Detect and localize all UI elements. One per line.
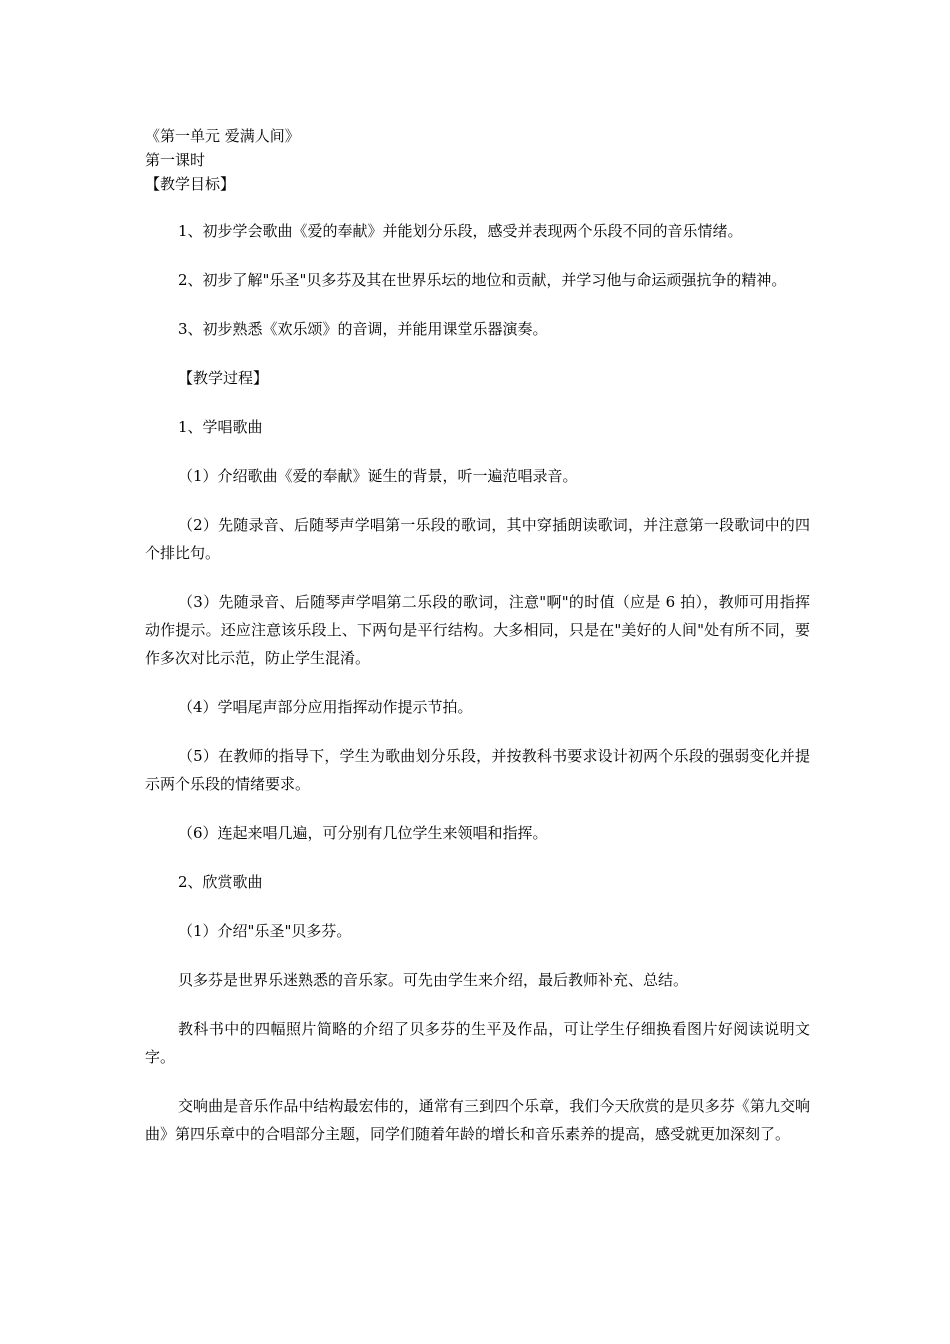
step-paragraph: 交响曲是音乐作品中结构最宏伟的，通常有三到四个乐章，我们今天欣赏的是贝多芬《第九交响曲》第四乐章中的合唱部分主题，同学们随着年龄的增长和音乐素养的提高，感受就更加深刻了。 [145, 1097, 810, 1143]
step-paragraph: （4）学唱尾声部分应用指挥动作提示节拍。 [178, 698, 473, 716]
step-paragraph: （5）在教师的指导下，学生为歌曲划分乐段，并按教科书要求设计初两个乐段的强弱变化并提示两个乐段的情绪要求。 [145, 747, 810, 793]
step-paragraph: （1）介绍"乐圣"贝多芬。 [178, 922, 352, 940]
step-paragraph: 教科书中的四幅照片简略的介绍了贝多芬的生平及作品，可让学生仔细换看图片好阅读说明文字。 [145, 1020, 810, 1066]
step-paragraph: （2）先随录音、后随琴声学唱第一乐段的歌词，其中穿插朗读歌词，并注意第一段歌词中的四个排比句。 [145, 516, 810, 562]
section-title: 2、欣赏歌曲 [178, 873, 263, 891]
step-paragraph: 贝多芬是世界乐迷熟悉的音乐家。可先由学生来介绍，最后教师补充、总结。 [178, 971, 689, 989]
unit-title: 《第一单元 爱满人间》 [145, 127, 300, 145]
process-heading: 【教学过程】 [178, 369, 269, 387]
objective-item: 3、初步熟悉《欢乐颂》的音调，并能用课堂乐器演奏。 [178, 320, 548, 338]
objective-item: 2、初步了解"乐圣"贝多芬及其在世界乐坛的地位和贡献，并学习他与命运顽强抗争的精神。 [178, 271, 787, 289]
step-paragraph: （1）介绍歌曲《爱的奉献》诞生的背景，听一遍范唱录音。 [178, 467, 578, 485]
objective-item: 1、初步学会歌曲《爱的奉献》并能划分乐段，感受并表现两个乐段不同的音乐情绪。 [178, 222, 743, 240]
document-page [145, 124, 810, 1148]
step-paragraph: （6）连起来唱几遍，可分别有几位学生来领唱和指挥。 [178, 824, 548, 842]
section-title: 1、学唱歌曲 [178, 418, 263, 436]
step-paragraph: （3）先随录音、后随琴声学唱第二乐段的歌词，注意"啊"的时值（应是 6 拍），教师可用指挥动作提示。还应注意该乐段上、下两句是平行结构。大多相同，只是在"美好的人间"处有所不同，要作多次对比示范，防止学生混淆。 [145, 593, 810, 667]
objectives-heading: 【教学目标】 [145, 175, 236, 193]
lesson-label: 第一课时 [145, 151, 206, 169]
